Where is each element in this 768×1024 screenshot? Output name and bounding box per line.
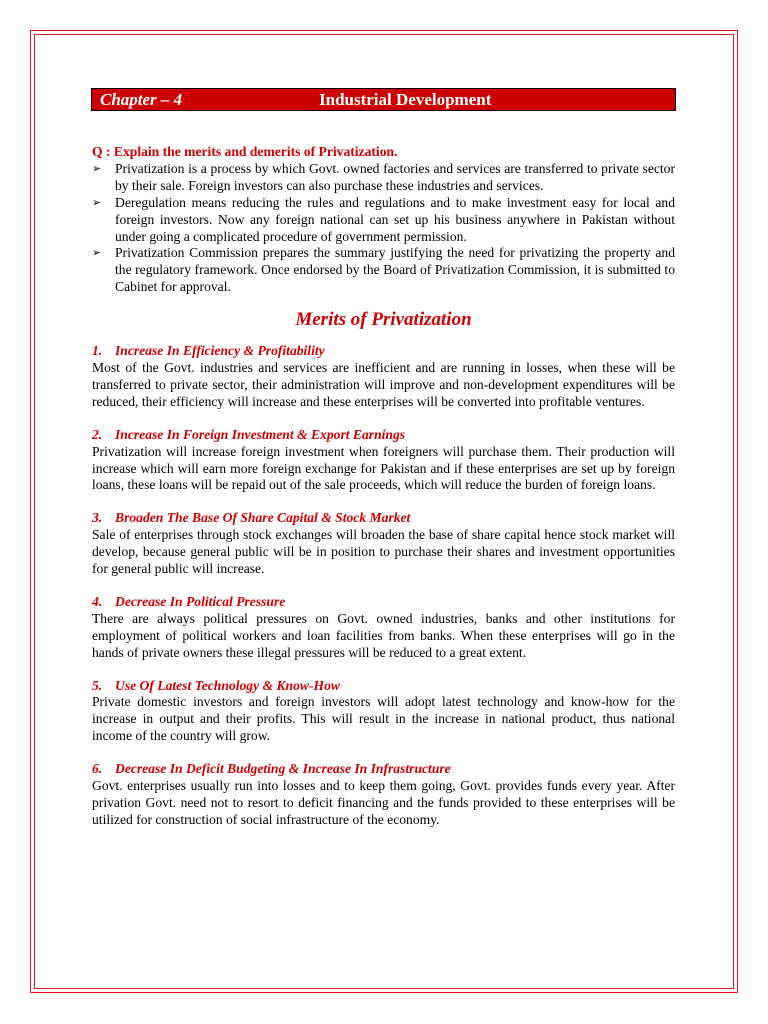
bullet-item [92,195,675,246]
merit-item-6 [92,761,675,829]
bullet-text: Deregulation means reducing the rules and regulations and to make investment easy for local and foreign investors. Now any foreign national can set up his business anywhere in Pakistan without under going a complicated procedure of government permission. [115,194,675,244]
merit-body: Govt. enterprises usually run into losses and to keep them going, Govt. provides funds every year. After privation Govt. need not to resort to deficit financing and the funds provided to these enterprises will be utilized for construction of social infrastructure of the economy. [92,778,675,827]
merit-heading [92,427,675,444]
question-text: Q : Explain the merits and demerits of Privatization. [92,144,398,159]
merit-heading [92,678,675,695]
bullet-text: Privatization Commission prepares the summary justifying the need for privatizing the property and the regulatory framework. Once endorsed by the Board of Privatization Commission, it is submitted to Cabinet for approval. [115,245,675,295]
merit-title: Broaden The Base Of Share Capital & Stock Market [115,510,411,526]
intro-bullet-list [92,161,675,296]
merit-number: 5. [92,677,103,693]
page-content [92,144,675,845]
merit-body: Private domestic investors and foreign investors will adopt latest technology and know-how for the increase in output and their profits. This will result in the increase in national product, thus national income of the country will grow. [92,694,675,744]
merit-item-2 [92,427,675,495]
merit-number: 3. [92,510,103,526]
chapter-title: Industrial Development [319,90,492,109]
merit-item-4 [92,594,675,662]
merit-number: 6. [92,761,103,777]
bullet-item [92,161,675,195]
arrow-bullet-icon: ➢ [92,161,102,175]
merit-item-1 [92,343,675,411]
merit-title: Increase In Foreign Investment & Export Earnings [115,426,406,442]
merits-section-heading: Merits of Privatization [295,309,472,331]
merit-title: Use Of Latest Technology & Know-How [115,677,340,693]
bullet-text: Privatization is a process by which Govt. owned factories and services are transferred to private sector by their sale. Foreign investors can also purchase these industries and services. [115,160,675,193]
bullet-item [92,245,675,296]
merit-number: 4. [92,593,103,609]
arrow-bullet-icon: ➢ [92,195,102,209]
merit-heading [92,761,675,778]
merit-body: Sale of enterprises through stock exchanges will broaden the base of share capital hence stock market will develop, because general public will be in position to purchase their shares and investment opportunities for general public will increase. [92,527,675,577]
merit-body: Privatization will increase foreign investment when foreigners will purchase them. Their production will increase which will earn more foreign exchange for Pakistan and if these enterprises are set up by foreign loans, these loans will be repaid out of the sale proceeds, which will reduce the burden of foreign loans. [92,443,675,493]
merit-item-3 [92,510,675,578]
merit-title: Decrease In Deficit Budgeting & Increase In Infrastructure [115,761,451,777]
merit-body: Most of the Govt. industries and services are inefficient and are running in losses, when these will be transferred to private sector, their administration will improve and non-development expenditures will be reduced, their efficiency will increase and these enterprises will be converted into profitable ventures. [92,359,675,409]
arrow-bullet-icon: ➢ [92,246,102,260]
chapter-header-bar [91,88,676,111]
merit-number: 1. [92,343,103,359]
merit-title: Decrease In Political Pressure [115,593,286,609]
merit-heading [92,594,675,611]
merit-title: Increase In Efficiency & Profitability [115,343,325,359]
merit-heading [92,510,675,527]
merit-heading [92,343,675,360]
merit-number: 2. [92,426,103,442]
merit-item-5 [92,678,675,746]
chapter-label: Chapter – 4 [100,90,183,109]
merit-body: There are always political pressures on Govt. owned industries, banks and other institutions for employment of political workers and loan facilities from banks. When these enterprises will go in the hands of private owners these illegal pressures will be reduced to a great extent. [92,610,675,660]
